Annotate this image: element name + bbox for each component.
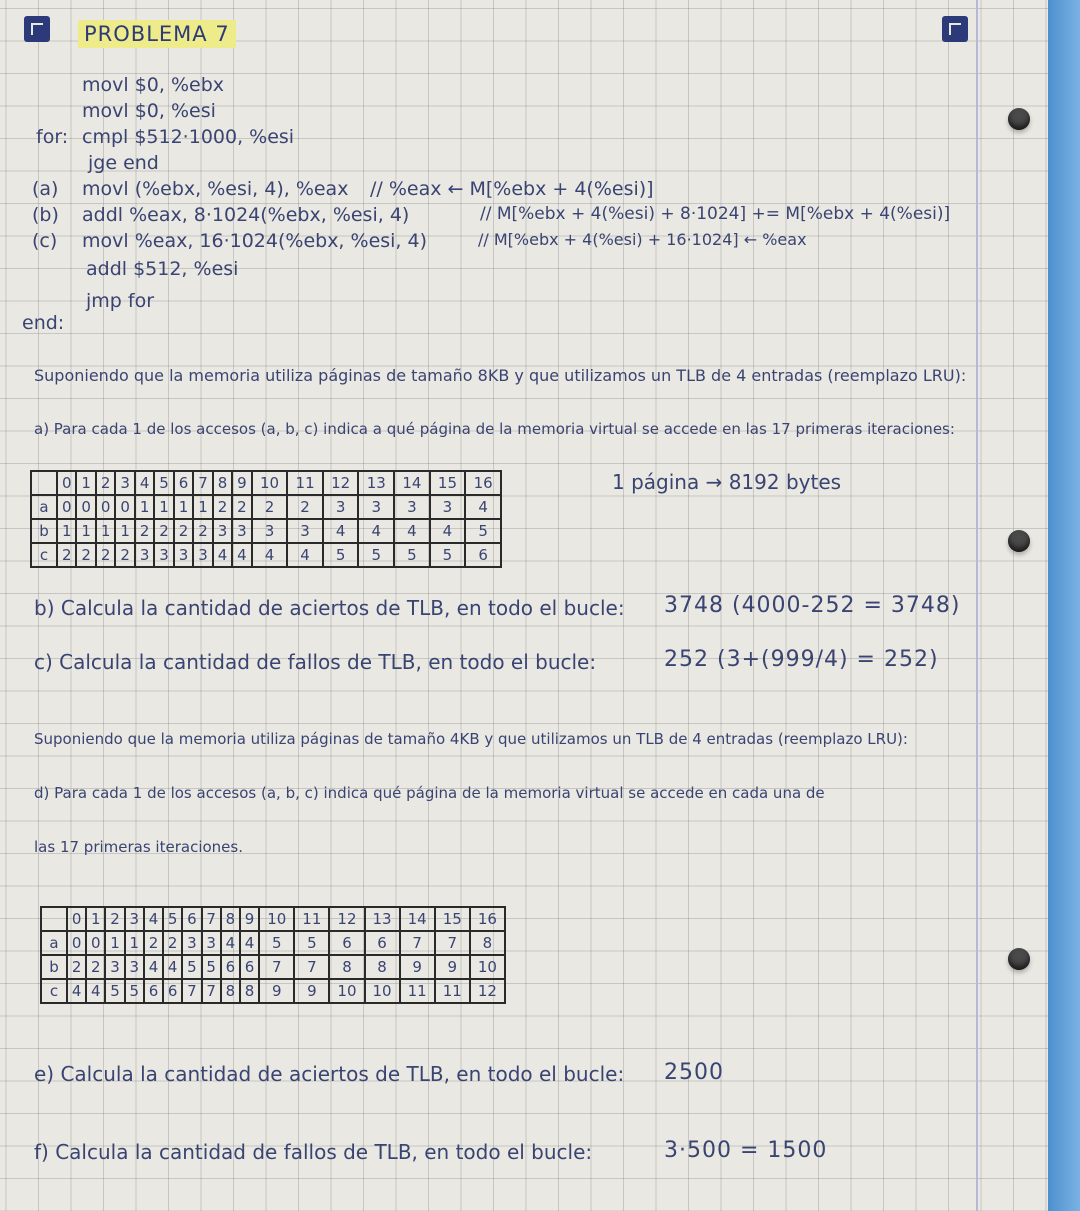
page-table-4kb [40, 906, 506, 1004]
table-header-cell: 11 [294, 907, 329, 931]
table-cell: 2 [67, 955, 86, 979]
table-header-cell: 0 [67, 907, 86, 931]
table-cell: 7 [182, 979, 201, 1003]
table-cell: 1 [76, 519, 95, 543]
code-comment: // %eax ← M[%ebx + 4(%esi)] [370, 178, 654, 200]
table-header-cell: 13 [358, 471, 394, 495]
table-cell: 5 [259, 931, 294, 955]
table-header-cell: 12 [329, 907, 364, 931]
table-header-cell: 9 [232, 471, 251, 495]
table-cell: 5 [202, 955, 221, 979]
table-header-cell: 3 [115, 471, 134, 495]
table-cell: 7 [400, 931, 435, 955]
table-cell: 5 [394, 543, 430, 567]
page-table-8kb [30, 470, 502, 568]
code-label: (b) [32, 204, 59, 226]
table-header-cell: 15 [430, 471, 466, 495]
answer-f: 3·500 = 1500 [664, 1138, 828, 1163]
question-a: a) Para cada 1 de los accesos (a, b, c) indica a qué página de la memoria virtual se accede en las 17 primeras iteraciones: [34, 420, 955, 438]
table-cell: 4 [221, 931, 240, 955]
table-cell: 2 [154, 519, 173, 543]
table-cell: 8 [470, 931, 505, 955]
table-cell: 7 [435, 931, 470, 955]
table-cell: 4 [358, 519, 394, 543]
table-cell: 6 [144, 979, 163, 1003]
table-cell: 4 [465, 495, 501, 519]
code-label: (a) [32, 178, 59, 200]
table-cell: 2 [86, 955, 105, 979]
table-cell: 6 [240, 955, 259, 979]
table-header-cell: 12 [323, 471, 359, 495]
table-cell: 2 [76, 543, 95, 567]
table-cell: 3 [125, 955, 144, 979]
table-header-row [31, 471, 501, 495]
table-header-cell: 7 [202, 907, 221, 931]
table-corner [41, 907, 67, 931]
table-cell: 4 [67, 979, 86, 1003]
table-cell: 0 [67, 931, 86, 955]
table-cell: 3 [323, 495, 359, 519]
answer-b: 3748 (4000-252 = 3748) [664, 593, 961, 618]
table-header-cell: 15 [435, 907, 470, 931]
code-line: jmp for [86, 290, 155, 312]
question-c: c) Calcula la cantidad de fallos de TLB, en todo el bucle: [34, 650, 597, 674]
table-cell: 2 [163, 931, 182, 955]
table-cell: 2 [174, 519, 193, 543]
code-line: addl $512, %esi [86, 258, 239, 280]
table-cell: 2 [252, 495, 288, 519]
table-cell: 2 [232, 495, 251, 519]
binder-hole-icon [1008, 530, 1030, 552]
row-label: b [41, 955, 67, 979]
code-line: addl %eax, 8·1024(%ebx, %esi, 4) [82, 204, 410, 226]
table-cell: 1 [96, 519, 115, 543]
table-header-cell: 4 [144, 907, 163, 931]
table-cell: 12 [470, 979, 505, 1003]
table-cell: 3 [193, 543, 212, 567]
table-cell: 3 [154, 543, 173, 567]
table-header-cell: 10 [252, 471, 288, 495]
table-cell: 2 [57, 543, 76, 567]
table-header-cell: 2 [96, 471, 115, 495]
table-cell: 6 [163, 979, 182, 1003]
table-header-row [41, 907, 505, 931]
table-cell: 10 [470, 955, 505, 979]
code-line: movl $0, %esi [82, 100, 216, 122]
table-header-cell: 16 [465, 471, 501, 495]
table-cell: 1 [115, 519, 134, 543]
code-comment: // M[%ebx + 4(%esi) + 16·1024] ← %eax [478, 230, 807, 249]
row-label: c [31, 543, 57, 567]
table-cell: 1 [135, 495, 154, 519]
table-cell: 0 [86, 931, 105, 955]
table-cell: 9 [294, 979, 329, 1003]
table-cell: 0 [57, 495, 76, 519]
table-cell: 1 [105, 931, 124, 955]
row-label: b [31, 519, 57, 543]
table-header-cell: 14 [394, 471, 430, 495]
table-cell: 6 [365, 931, 400, 955]
table-cell: 5 [105, 979, 124, 1003]
table-cell: 3 [430, 495, 466, 519]
table-cell: 3 [213, 519, 232, 543]
table-cell: 10 [329, 979, 364, 1003]
table-cell: 8 [365, 955, 400, 979]
table-cell: 4 [394, 519, 430, 543]
code-label: for: [36, 126, 69, 148]
row-label: a [31, 495, 57, 519]
table-header-cell: 2 [105, 907, 124, 931]
table-cell: 6 [329, 931, 364, 955]
table-cell: 1 [174, 495, 193, 519]
table-header-cell: 8 [213, 471, 232, 495]
part2-intro: Suponiendo que la memoria utiliza páginas de tamaño 4KB y que utilizamos un TLB de 4 entradas (reemplazo LRU): [34, 730, 908, 748]
question-e: e) Calcula la cantidad de aciertos de TLB, en todo el bucle: [34, 1062, 625, 1086]
table-cell: 4 [287, 543, 323, 567]
table-header-cell: 3 [125, 907, 144, 931]
table-cell: 10 [365, 979, 400, 1003]
table-cell: 3 [174, 543, 193, 567]
table-cell: 11 [435, 979, 470, 1003]
question-f: f) Calcula la cantidad de fallos de TLB, en todo el bucle: [34, 1140, 593, 1164]
answer-c: 252 (3+(999/4) = 252) [664, 647, 939, 672]
table-cell: 5 [125, 979, 144, 1003]
table-cell: 4 [86, 979, 105, 1003]
table-row [41, 955, 505, 979]
table-cell: 3 [105, 955, 124, 979]
table-cell: 1 [125, 931, 144, 955]
table-cell: 5 [323, 543, 359, 567]
table-header-cell: 16 [470, 907, 505, 931]
table-header-cell: 0 [57, 471, 76, 495]
table-cell: 6 [465, 543, 501, 567]
corner-mark-icon [942, 16, 968, 42]
table-header-cell: 9 [240, 907, 259, 931]
table-cell: 2 [213, 495, 232, 519]
table-row [41, 931, 505, 955]
table-cell: 11 [400, 979, 435, 1003]
table-header-cell: 14 [400, 907, 435, 931]
question-d: d) Para cada 1 de los accesos (a, b, c) indica qué página de la memoria virtual se accede en cada una de [34, 784, 825, 802]
table-cell: 1 [193, 495, 212, 519]
binder-hole-icon [1008, 948, 1030, 970]
table-cell: 5 [182, 955, 201, 979]
table-cell: 4 [323, 519, 359, 543]
table-cell: 6 [221, 955, 240, 979]
question-d-cont: las 17 primeras iteraciones. [34, 838, 243, 856]
table-cell: 8 [221, 979, 240, 1003]
table-cell: 3 [358, 495, 394, 519]
code-label: (c) [32, 230, 58, 252]
table-header-cell: 1 [86, 907, 105, 931]
table-cell: 3 [394, 495, 430, 519]
table-cell: 5 [358, 543, 394, 567]
table-row [31, 543, 501, 567]
table-cell: 2 [287, 495, 323, 519]
table-header-cell: 6 [182, 907, 201, 931]
table-cell: 1 [154, 495, 173, 519]
table-corner [31, 471, 57, 495]
table-cell: 7 [202, 979, 221, 1003]
table-cell: 5 [294, 931, 329, 955]
table-cell: 4 [213, 543, 232, 567]
table-header-cell: 1 [76, 471, 95, 495]
question-b: b) Calcula la cantidad de aciertos de TLB, en todo el bucle: [34, 596, 625, 620]
table-cell: 8 [329, 955, 364, 979]
table-cell: 9 [435, 955, 470, 979]
table-header-cell: 7 [193, 471, 212, 495]
table-cell: 7 [259, 955, 294, 979]
table-cell: 9 [400, 955, 435, 979]
table-cell: 3 [287, 519, 323, 543]
part1-intro: Suponiendo que la memoria utiliza páginas de tamaño 8KB y que utilizamos un TLB de 4 entradas (reemplazo LRU): [34, 366, 967, 385]
code-line: movl (%ebx, %esi, 4), %eax [82, 178, 349, 200]
table-cell: 9 [259, 979, 294, 1003]
corner-mark-icon [24, 16, 50, 42]
table-header-cell: 5 [163, 907, 182, 931]
code-line: movl $0, %ebx [82, 74, 224, 96]
page-edge [1048, 0, 1080, 1211]
page-title: PROBLEMA 7 [78, 20, 236, 48]
table-cell: 4 [163, 955, 182, 979]
table-cell: 3 [135, 543, 154, 567]
table-cell: 4 [232, 543, 251, 567]
table-row [41, 979, 505, 1003]
code-label: end: [22, 312, 65, 334]
table-cell: 4 [430, 519, 466, 543]
table-header-cell: 10 [259, 907, 294, 931]
table-cell: 3 [252, 519, 288, 543]
table-header-cell: 13 [365, 907, 400, 931]
table-cell: 2 [144, 931, 163, 955]
table-cell: 4 [240, 931, 259, 955]
table-cell: 2 [96, 543, 115, 567]
table-cell: 4 [144, 955, 163, 979]
table-header-cell: 6 [174, 471, 193, 495]
table-cell: 3 [182, 931, 201, 955]
code-line: cmpl $512·1000, %esi [82, 126, 295, 148]
table-cell: 5 [465, 519, 501, 543]
table-cell: 3 [202, 931, 221, 955]
table-cell: 2 [115, 543, 134, 567]
answer-e: 2500 [664, 1060, 724, 1085]
margin-line [976, 0, 978, 1211]
code-comment: // M[%ebx + 4(%esi) + 8·1024] += M[%ebx + 4(%esi)] [480, 204, 951, 224]
table-cell: 7 [294, 955, 329, 979]
binder-hole-icon [1008, 108, 1030, 130]
code-line: jge end [88, 152, 159, 174]
table-row [31, 495, 501, 519]
row-label: a [41, 931, 67, 955]
code-line: movl %eax, 16·1024(%ebx, %esi, 4) [82, 230, 428, 252]
table-header-cell: 5 [154, 471, 173, 495]
row-label: c [41, 979, 67, 1003]
table-cell: 5 [430, 543, 466, 567]
table-header-cell: 11 [287, 471, 323, 495]
table-cell: 2 [193, 519, 212, 543]
table-cell: 2 [135, 519, 154, 543]
table-header-cell: 8 [221, 907, 240, 931]
table-cell: 8 [240, 979, 259, 1003]
page-size-note: 1 página → 8192 bytes [612, 470, 842, 494]
table-cell: 4 [252, 543, 288, 567]
table-cell: 0 [76, 495, 95, 519]
table-header-cell: 4 [135, 471, 154, 495]
table-cell: 1 [57, 519, 76, 543]
table-cell: 0 [115, 495, 134, 519]
table-cell: 3 [232, 519, 251, 543]
table-cell: 0 [96, 495, 115, 519]
table-row [31, 519, 501, 543]
